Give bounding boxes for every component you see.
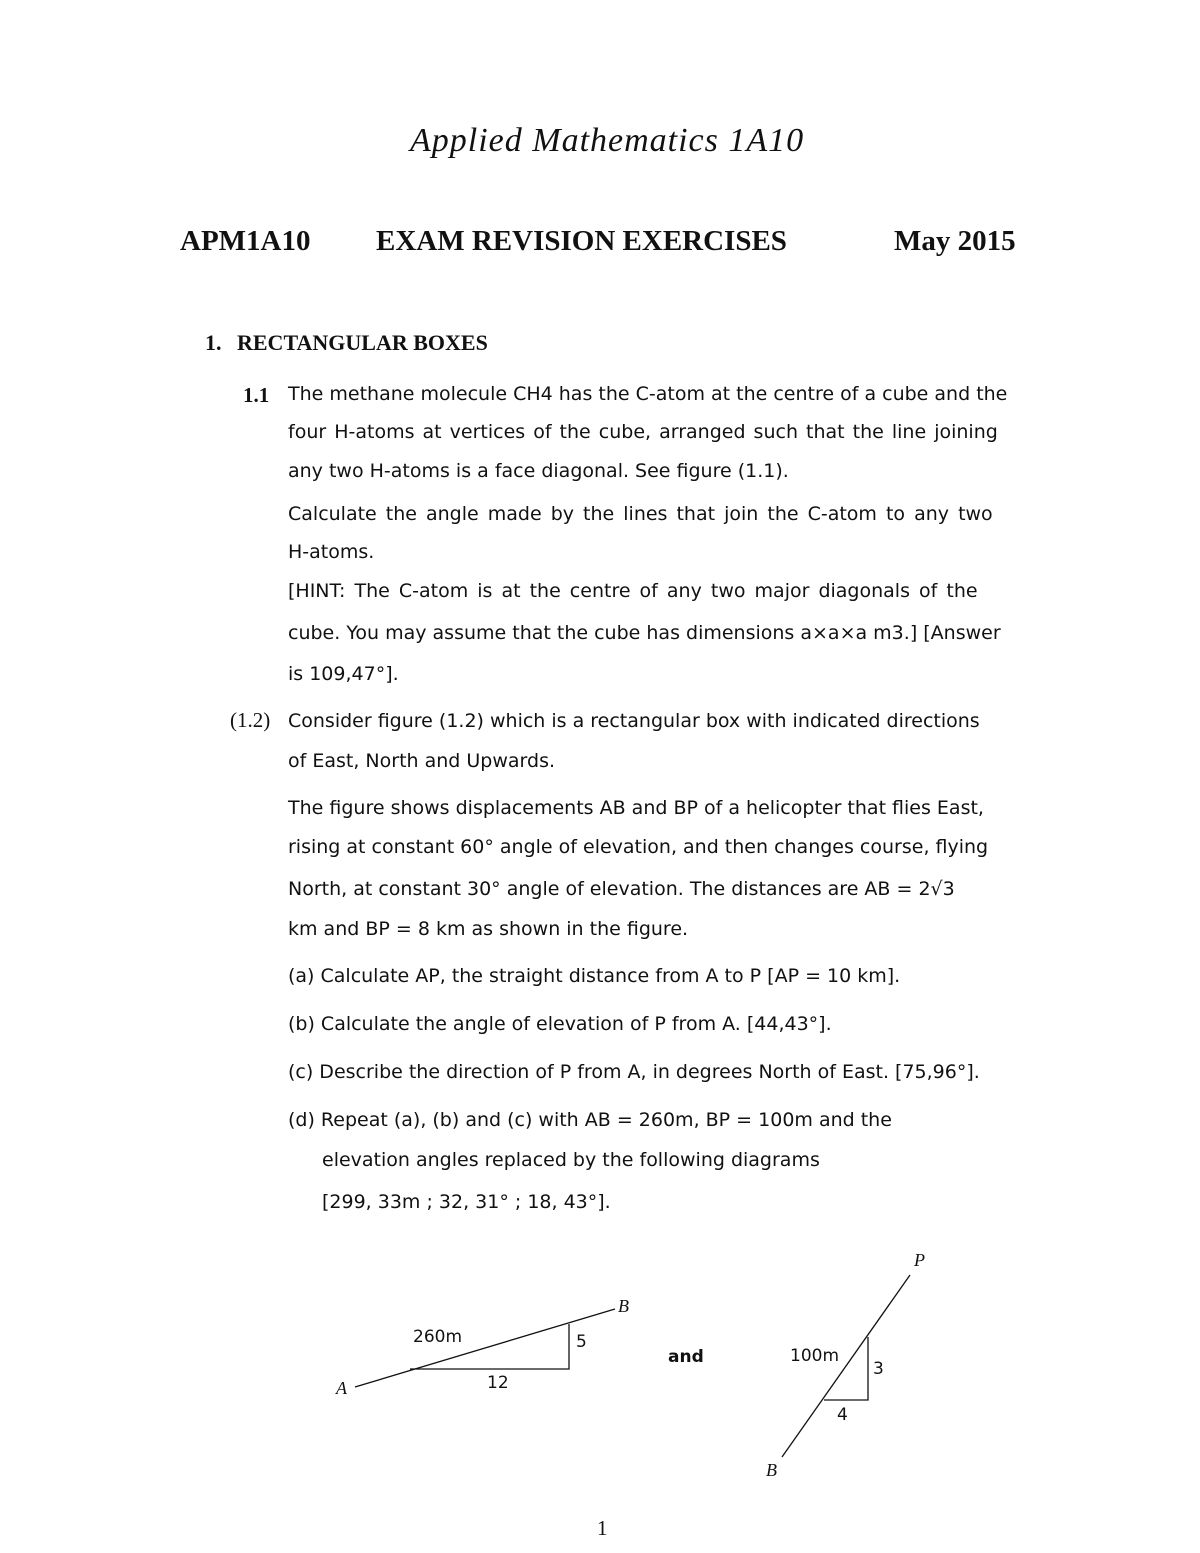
header-code: APM1A10 xyxy=(180,225,311,257)
q12-line5: North, at constant 30° angle of elevation. The distances are AB = 2√3 xyxy=(288,878,955,900)
vert-label-3: 3 xyxy=(873,1359,884,1379)
q11-line5: H-atoms. xyxy=(288,541,375,563)
q11-line7: cube. You may assume that the cube has dimensions a×a×a m3.] [Answer xyxy=(288,622,1001,644)
document-title: Applied Mathematics 1A10 xyxy=(410,122,805,159)
point-p-label: P xyxy=(914,1250,925,1270)
q12-line1: Consider figure (1.2) which is a rectangular box with indicated directions xyxy=(288,710,980,732)
header-subject: EXAM REVISION EXERCISES xyxy=(376,225,787,257)
q12-part-d-line1: (d) Repeat (a), (b) and (c) with AB = 260m, BP = 100m and the xyxy=(288,1109,892,1131)
point-b-label-2: B xyxy=(766,1460,777,1480)
q12-part-c: (c) Describe the direction of P from A, in degrees North of East. [75,96°]. xyxy=(288,1061,980,1083)
q11-number: 1.1 xyxy=(243,383,270,407)
q12-line3: The figure shows displacements AB and BP of a helicopter that flies East, xyxy=(288,797,984,819)
q12-part-a: (a) Calculate AP, the straight distance from A to P [AP = 10 km]. xyxy=(288,965,901,987)
horiz-label-4: 4 xyxy=(837,1405,848,1425)
q12-part-d-line3: [299, 33m ; 32, 31° ; 18, 43°]. xyxy=(322,1191,611,1213)
q12-line6: km and BP = 8 km as shown in the figure. xyxy=(288,918,689,940)
q11-line2: four H-atoms at vertices of the cube, arranged such that the line joining xyxy=(288,421,998,443)
q11-line8: is 109,47°]. xyxy=(288,663,399,685)
section-number: 1. xyxy=(205,330,222,355)
vert-label-5: 5 xyxy=(576,1332,587,1352)
q12-line4: rising at constant 60° angle of elevation, and then changes course, flying xyxy=(288,836,989,858)
q11-line1: The methane molecule CH4 has the C-atom at the centre of a cube and the xyxy=(288,383,1008,405)
hyp-label-100m: 100m xyxy=(790,1346,840,1366)
page-number: 1 xyxy=(597,1516,608,1540)
q12-line2: of East, North and Upwards. xyxy=(288,750,556,772)
q11-line3: any two H-atoms is a face diagonal. See figure (1.1). xyxy=(288,460,789,482)
q12-number: (1.2) xyxy=(230,708,271,732)
q12-part-b: (b) Calculate the angle of elevation of P from A. [44,43°]. xyxy=(288,1013,832,1035)
point-b-label: B xyxy=(618,1296,629,1316)
q11-line4: Calculate the angle made by the lines that join the C-atom to any two xyxy=(288,503,993,525)
q12-part-d-line2: elevation angles replaced by the following diagrams xyxy=(322,1149,820,1171)
header-date: May 2015 xyxy=(894,225,1016,257)
horiz-label-12: 12 xyxy=(487,1373,509,1393)
hypotenuse-line xyxy=(782,1275,910,1457)
and-label: and xyxy=(668,1347,704,1367)
hyp-label-260m: 260m xyxy=(413,1327,463,1347)
section-title: RECTANGULAR BOXES xyxy=(237,330,488,355)
q11-line6: [HINT: The C-atom is at the centre of any two major diagonals of the xyxy=(288,580,978,602)
point-a-label: A xyxy=(336,1378,347,1398)
triangle-diagram-2 xyxy=(760,1265,930,1465)
